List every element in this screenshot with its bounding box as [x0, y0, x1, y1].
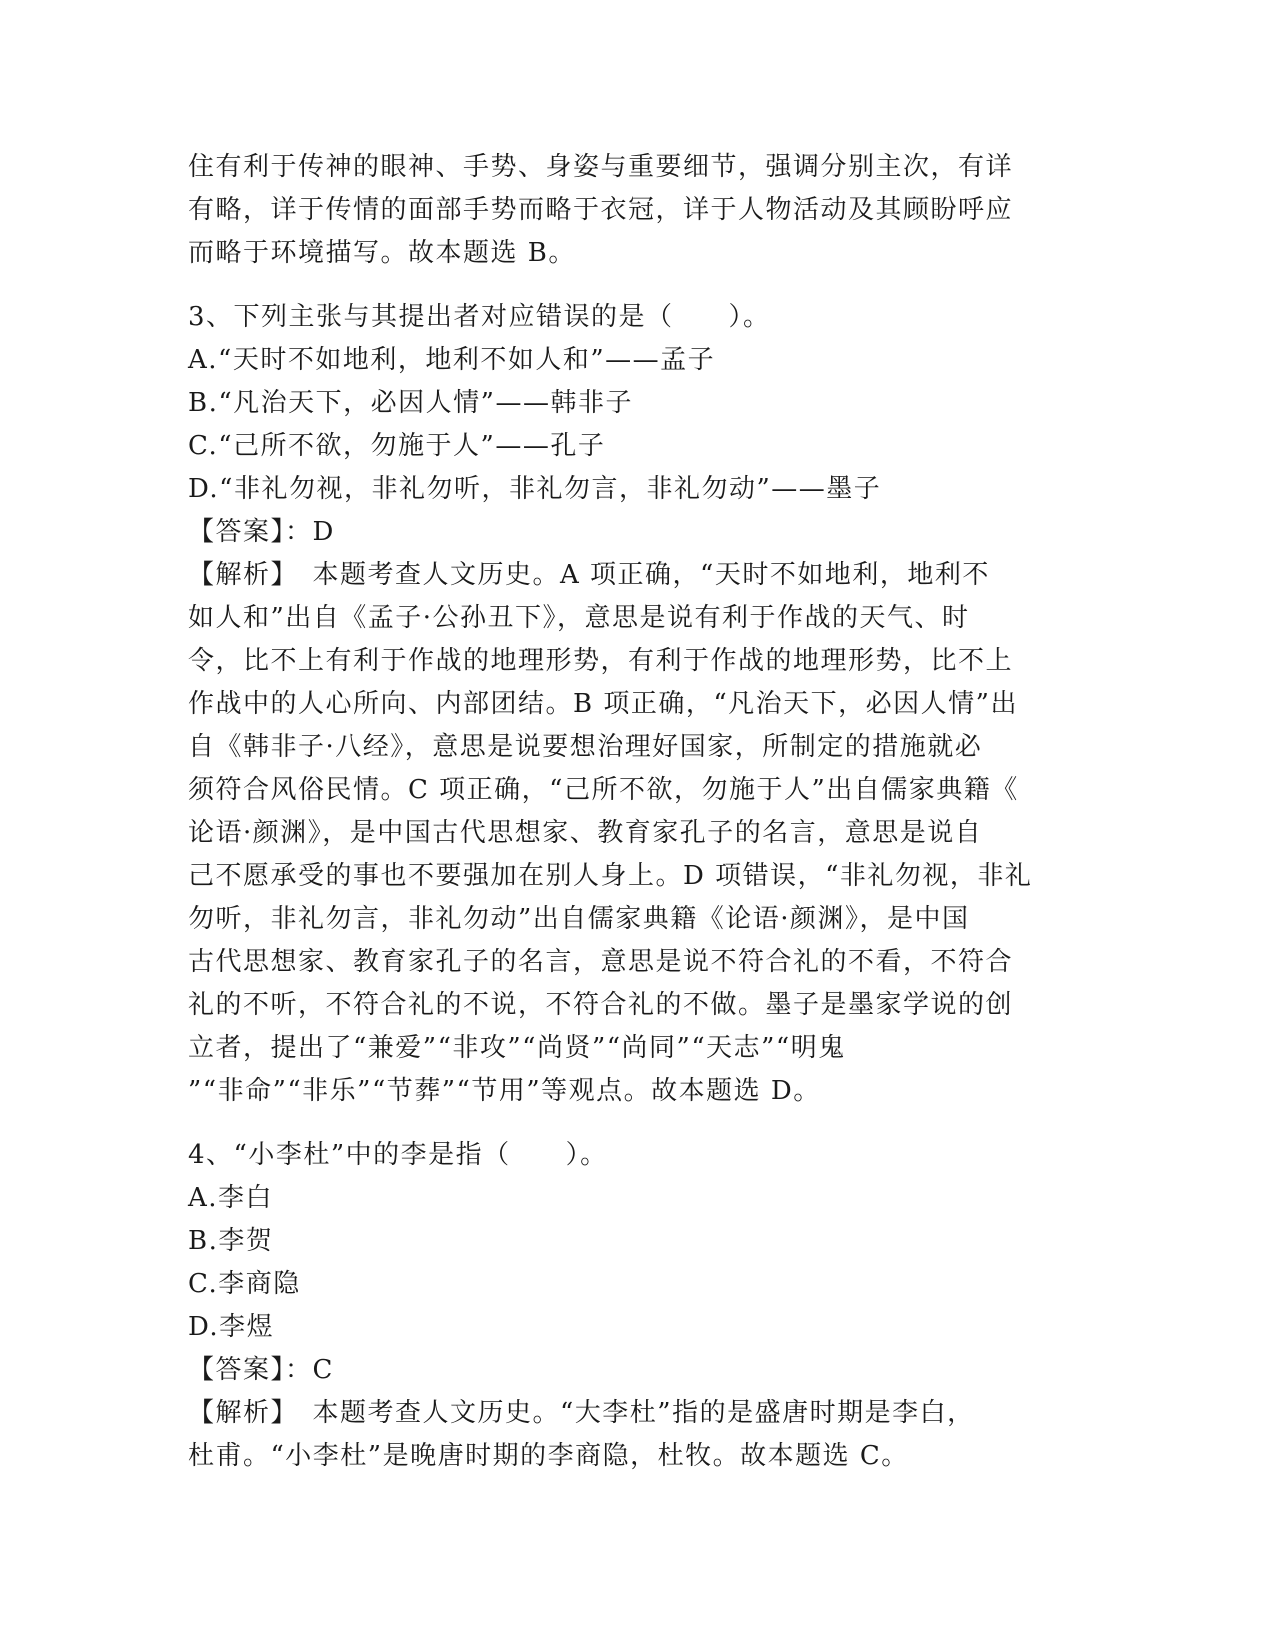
question-4-analysis: [188, 1392, 1088, 1478]
analysis-line: 自《韩非子·八经》，意思是说要想治理好国家，所制定的措施就必: [188, 732, 983, 762]
analysis-line: 己不愿承受的事也不要强加在别人身上。D 项错误，“非礼勿视，非礼: [188, 861, 1033, 891]
intro-line: 住有利于传神的眼神、手势、身姿与重要细节，强调分别主次，有详: [188, 152, 1014, 182]
analysis-line: 论语·颜渊》，是中国古代思想家、教育家孔子的名言，意思是说自: [188, 818, 983, 848]
intro-paragraph: [188, 146, 1088, 275]
question-3: [188, 296, 1088, 1113]
question-3-option-b: B.“凡治天下，必因人情”——韩非子: [188, 388, 633, 418]
question-3-analysis: [188, 554, 1088, 1113]
question-3-option-c: C.“己所不欲，勿施于人”——孔子: [188, 431, 606, 461]
spacer: [188, 275, 1088, 296]
question-4-option-a: A.李白: [188, 1183, 274, 1213]
analysis-line: 杜甫。“小李杜”是晚唐时期的李商隐，杜牧。故本题选 C。: [188, 1441, 909, 1471]
page-content: [188, 146, 1088, 1478]
intro-line: 而略于环境描写。故本题选 B。: [188, 238, 576, 268]
analysis-line: 作战中的人心所向、内部团结。B 项正确，“凡治天下，必因人情”出: [188, 689, 1018, 719]
analysis-line: 如人和”出自《孟子·公孙丑下》，意思是说有利于作战的天气、时: [188, 603, 970, 633]
analysis-line: ”“非命”“非乐”“节葬”“节用”等观点。故本题选 D。: [188, 1076, 821, 1106]
question-3-option-a: A.“天时不如地利，地利不如人和”——孟子: [188, 345, 716, 375]
analysis-line: 【解析】 本题考查人文历史。A 项正确，“天时不如地利，地利不: [188, 560, 990, 590]
analysis-line: 须符合风俗民情。C 项正确，“己所不欲，勿施于人”出自儒家典籍《: [188, 775, 1019, 805]
analysis-line: 礼的不听，不符合礼的不说，不符合礼的不做。墨子是墨家学说的创: [188, 990, 1014, 1020]
question-4-text: 4、“小李杜”中的李是指（ ）。: [188, 1140, 608, 1170]
question-3-answer: 【答案】：D: [188, 517, 335, 547]
question-4-option-b: B.李贺: [188, 1226, 274, 1256]
intro-line: 有略，详于传情的面部手势而略于衣冠，详于人物活动及其顾盼呼应: [188, 195, 1014, 225]
analysis-line: 立者，提出了“兼爱”“非攻”“尚贤”“尚同”“天志”“明鬼: [188, 1033, 846, 1063]
question-3-option-d: D.“非礼勿视，非礼勿听，非礼勿言，非礼勿动”——墨子: [188, 474, 882, 504]
question-4-answer: 【答案】：C: [188, 1355, 334, 1385]
question-4-option-c: C.李商隐: [188, 1269, 301, 1299]
analysis-line: 【解析】 本题考查人文历史。“大李杜”指的是盛唐时期是李白，: [188, 1398, 975, 1428]
spacer: [188, 1113, 1088, 1134]
question-4: [188, 1134, 1088, 1478]
question-4-option-d: D.李煜: [188, 1312, 275, 1342]
question-3-text: 3、下列主张与其提出者对应错误的是（ ）。: [188, 302, 771, 332]
analysis-line: 古代思想家、教育家孔子的名言，意思是说不符合礼的不看，不符合: [188, 947, 1014, 977]
analysis-line: 令，比不上有利于作战的地理形势，有利于作战的地理形势，比不上: [188, 646, 1014, 676]
analysis-line: 勿听，非礼勿言，非礼勿动”出自儒家典籍《论语·颜渊》，是中国: [188, 904, 970, 934]
